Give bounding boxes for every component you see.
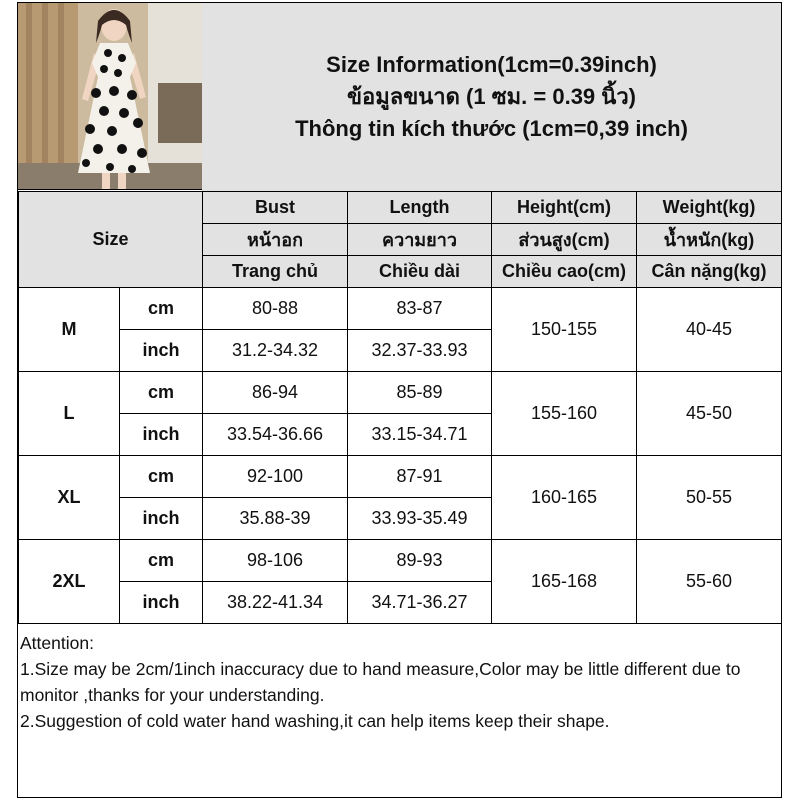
length-cm: 87-91 xyxy=(348,456,492,498)
unit-inch: inch xyxy=(120,498,203,540)
col-weight-th: น้ำหนัก(kg) xyxy=(637,224,782,256)
bust-inch: 35.88-39 xyxy=(203,498,348,540)
height-value: 155-160 xyxy=(492,372,637,456)
unit-cm: cm xyxy=(120,372,203,414)
table-row xyxy=(19,540,782,582)
length-inch: 33.15-34.71 xyxy=(348,414,492,456)
size-name: M xyxy=(19,288,120,372)
table-row xyxy=(19,456,782,498)
unit-cm: cm xyxy=(120,540,203,582)
col-height-th: ส่วนสูง(cm) xyxy=(492,224,637,256)
col-bust-vi: Trang chủ xyxy=(203,256,348,288)
height-value: 165-168 xyxy=(492,540,637,624)
notes-heading: Attention: xyxy=(20,633,94,653)
length-inch: 34.71-36.27 xyxy=(348,582,492,624)
col-height-en: Height(cm) xyxy=(492,192,637,224)
size-chart-sheet xyxy=(17,2,782,798)
weight-value: 55-60 xyxy=(637,540,782,624)
title-thai: ข้อมูลขนาด (1 ซม. = 0.39 นิ้ว) xyxy=(346,84,636,109)
unit-cm: cm xyxy=(120,288,203,330)
size-info-title xyxy=(202,3,781,192)
col-bust-th: หน้าอก xyxy=(203,224,348,256)
table-row xyxy=(19,372,782,414)
height-value: 160-165 xyxy=(492,456,637,540)
bust-inch: 31.2-34.32 xyxy=(203,330,348,372)
title-vietnamese: Thông tin kích thước (1cm=0,39 inch) xyxy=(295,116,688,141)
bust-cm: 98-106 xyxy=(203,540,348,582)
col-weight-en: Weight(kg) xyxy=(637,192,782,224)
unit-inch: inch xyxy=(120,582,203,624)
size-name: L xyxy=(19,372,120,456)
unit-cm: cm xyxy=(120,456,203,498)
size-name: 2XL xyxy=(19,540,120,624)
bust-inch: 38.22-41.34 xyxy=(203,582,348,624)
bust-cm: 86-94 xyxy=(203,372,348,414)
weight-value: 50-55 xyxy=(637,456,782,540)
product-photo xyxy=(18,3,203,190)
col-length-th: ความยาว xyxy=(348,224,492,256)
length-inch: 32.37-33.93 xyxy=(348,330,492,372)
col-length-vi: Chiều dài xyxy=(348,256,492,288)
length-inch: 33.93-35.49 xyxy=(348,498,492,540)
bust-inch: 33.54-36.66 xyxy=(203,414,348,456)
bust-cm: 80-88 xyxy=(203,288,348,330)
col-weight-vi: Cân nặng(kg) xyxy=(637,256,782,288)
weight-value: 40-45 xyxy=(637,288,782,372)
unit-inch: inch xyxy=(120,330,203,372)
bust-cm: 92-100 xyxy=(203,456,348,498)
attention-notes xyxy=(20,630,779,734)
col-length-en: Length xyxy=(348,192,492,224)
size-column-label: Size xyxy=(19,192,203,288)
note-line-1: 1.Size may be 2cm/1inch inaccuracy due to hand measure,Color may be little different due to monitor ,thanks for your understanding. xyxy=(20,659,741,705)
model-dress-image xyxy=(18,3,202,189)
col-bust-en: Bust xyxy=(203,192,348,224)
weight-value: 45-50 xyxy=(637,372,782,456)
note-line-2: 2.Suggestion of cold water hand washing,it can help items keep their shape. xyxy=(20,711,610,731)
length-cm: 89-93 xyxy=(348,540,492,582)
title-english: Size Information(1cm=0.39inch) xyxy=(326,52,657,77)
size-name: XL xyxy=(19,456,120,540)
unit-inch: inch xyxy=(120,414,203,456)
col-height-vi: Chiều cao(cm) xyxy=(492,256,637,288)
length-cm: 85-89 xyxy=(348,372,492,414)
header-row-english xyxy=(19,192,782,224)
table-row xyxy=(19,288,782,330)
length-cm: 83-87 xyxy=(348,288,492,330)
height-value: 150-155 xyxy=(492,288,637,372)
size-table xyxy=(18,191,782,624)
